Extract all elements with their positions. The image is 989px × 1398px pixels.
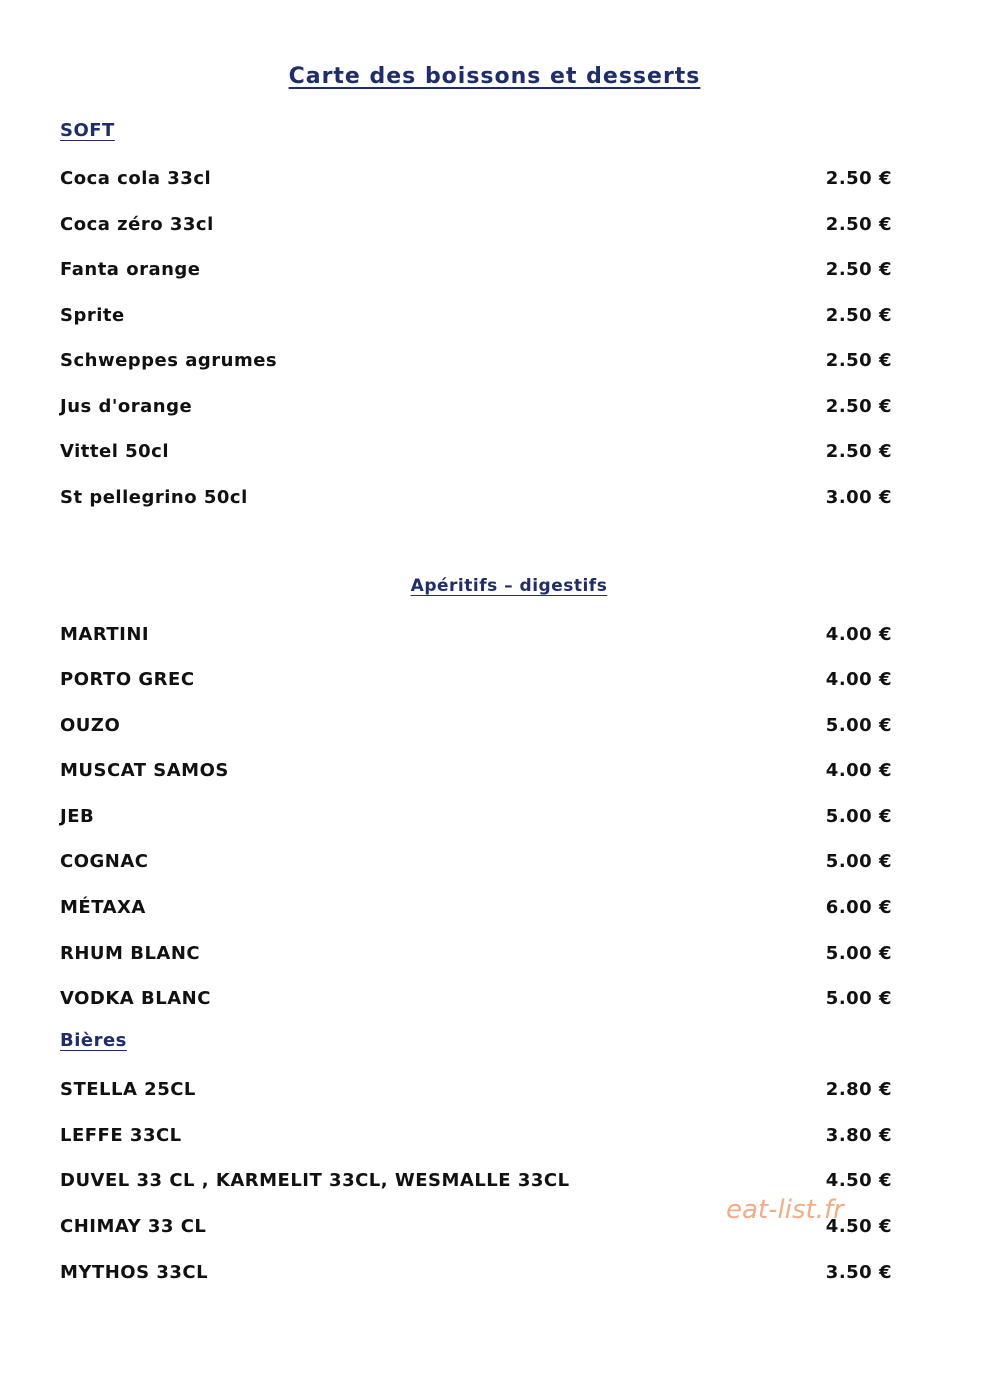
section-title-soft: SOFT (60, 120, 115, 141)
menu-item (60, 1121, 892, 1149)
item-name: OUZO (60, 714, 121, 736)
item-name: St pellegrino 50cl (60, 486, 248, 508)
item-price: 2.50 € (825, 167, 892, 189)
menu-item (60, 1075, 892, 1103)
page-title: Carte des boissons et desserts (288, 64, 701, 89)
menu-item (60, 255, 892, 283)
menu-item (60, 210, 892, 238)
section-title-aperitifs: Apéritifs – digestifs (410, 576, 608, 596)
menu-item (60, 756, 892, 784)
item-name: MARTINI (60, 623, 150, 645)
menu-item (60, 1166, 892, 1194)
item-name: Coca cola 33cl (60, 167, 212, 189)
menu-item (60, 847, 892, 875)
item-price: 4.00 € (825, 759, 892, 781)
item-price: 5.00 € (825, 850, 892, 872)
menu-item (60, 665, 892, 693)
menu-item (60, 164, 892, 192)
item-name: Vittel 50cl (60, 440, 170, 462)
item-price: 5.00 € (825, 987, 892, 1009)
item-price: 2.50 € (825, 440, 892, 462)
menu-item (60, 483, 892, 511)
item-name: Jus d'orange (60, 395, 193, 417)
item-name: LEFFE 33CL (60, 1124, 182, 1146)
menu-item (60, 711, 892, 739)
item-price: 3.50 € (825, 1261, 892, 1283)
menu-item (60, 893, 892, 921)
menu-item (60, 1258, 892, 1286)
item-price: 6.00 € (825, 896, 892, 918)
menu-item (60, 437, 892, 465)
item-name: PORTO GREC (60, 668, 195, 690)
section-title-bieres: Bières (60, 1030, 127, 1051)
item-name: Sprite (60, 304, 125, 326)
item-name: JEB (60, 805, 95, 827)
watermark: eat-list.fr (726, 1195, 844, 1225)
menu-item (60, 984, 892, 1012)
item-price: 2.50 € (825, 304, 892, 326)
item-price: 5.00 € (825, 805, 892, 827)
menu-item (60, 939, 892, 967)
item-name: MYTHOS 33CL (60, 1261, 209, 1283)
item-name: STELLA 25CL (60, 1078, 196, 1100)
item-name: CHIMAY 33 CL (60, 1215, 207, 1237)
menu-item (60, 301, 892, 329)
item-price: 2.50 € (825, 349, 892, 371)
item-price: 4.50 € (825, 1169, 892, 1191)
menu-item (60, 802, 892, 830)
item-price: 3.80 € (825, 1124, 892, 1146)
item-price: 4.00 € (825, 668, 892, 690)
item-price: 5.00 € (825, 714, 892, 736)
item-price: 4.00 € (825, 623, 892, 645)
item-price: 2.50 € (825, 213, 892, 235)
item-name: DUVEL 33 CL , KARMELIT 33CL, WESMALLE 33CL (60, 1169, 570, 1191)
item-price: 2.80 € (825, 1078, 892, 1100)
menu-item (60, 392, 892, 420)
item-name: VODKA BLANC (60, 987, 211, 1009)
item-price: 3.00 € (825, 486, 892, 508)
item-name: Coca zéro 33cl (60, 213, 214, 235)
item-name: MÉTAXA (60, 896, 146, 918)
item-name: Fanta orange (60, 258, 201, 280)
item-name: COGNAC (60, 850, 149, 872)
menu-item (60, 620, 892, 648)
menu-item (60, 346, 892, 374)
item-name: Schweppes agrumes (60, 349, 278, 371)
item-name: RHUM BLANC (60, 942, 201, 964)
item-price: 2.50 € (825, 395, 892, 417)
item-price: 2.50 € (825, 258, 892, 280)
item-price: 5.00 € (825, 942, 892, 964)
item-price: 4.50 € (825, 1215, 892, 1237)
item-name: MUSCAT SAMOS (60, 759, 229, 781)
